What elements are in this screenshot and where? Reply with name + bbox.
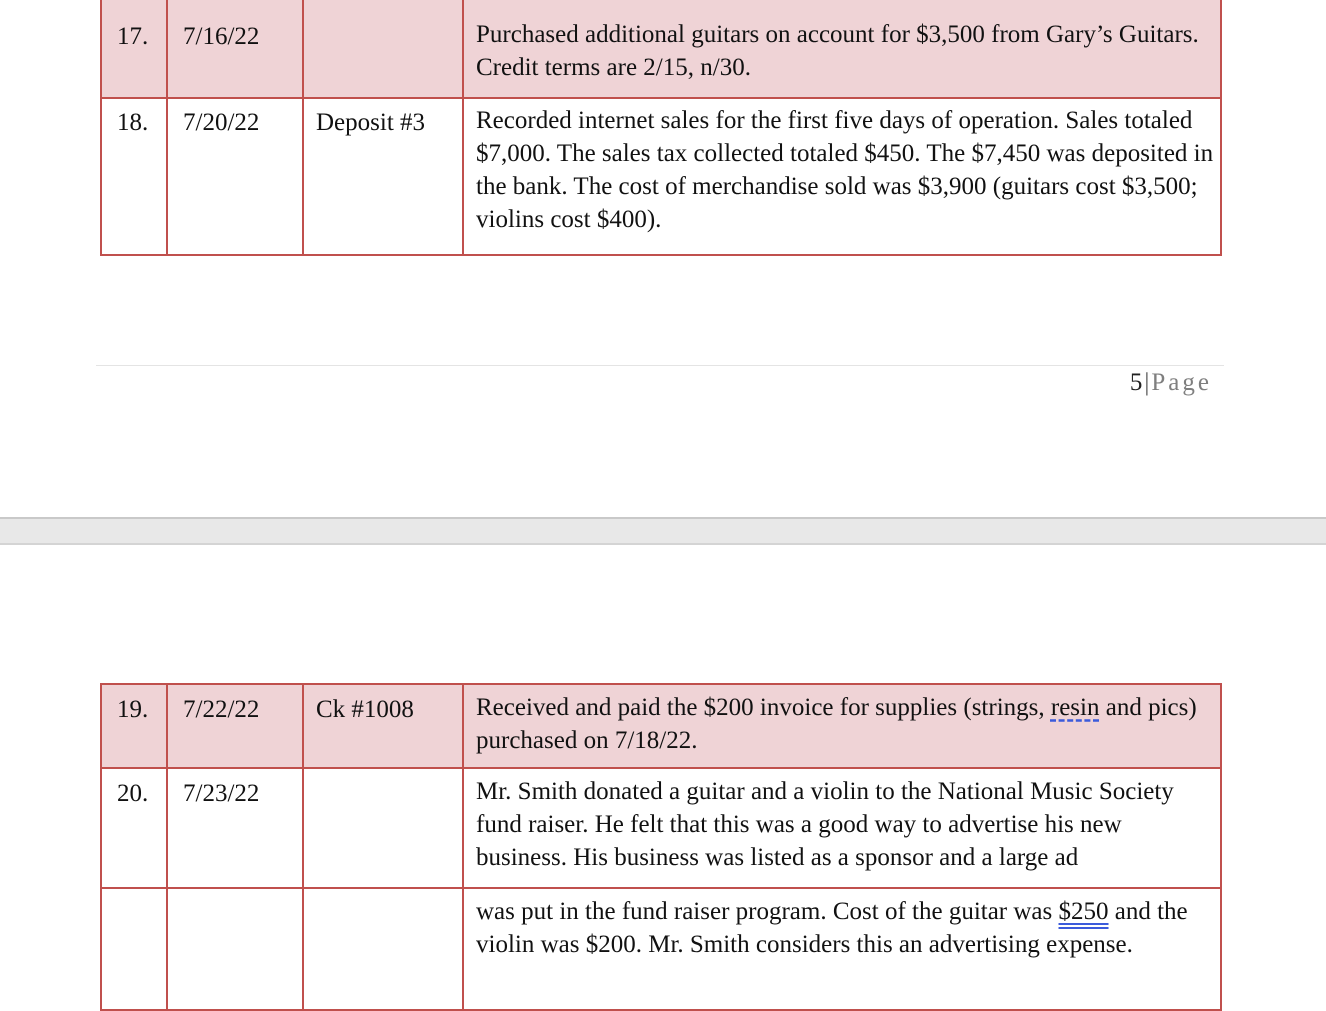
- transactions-table-page-5: [100, 0, 1222, 256]
- row-description: Recorded internet sales for the first five days of operation. Sales totaled $7,000. The sales tax collected totaled $450. The $7,450 was deposited in the bank. The cost of merchandise sold was $3,900 (guitars cost $3,500; violins cost $400).: [463, 98, 1221, 255]
- description-text: Received and paid the $200 invoice for supplies (strings,: [476, 694, 1051, 721]
- row-description: [463, 888, 1221, 1010]
- row-date: 7/16/22: [167, 0, 303, 98]
- row-reference: [303, 0, 463, 98]
- description-text: was put in the fund raiser program. Cost of the guitar was: [476, 898, 1059, 925]
- row-description: Purchased additional guitars on account for $3,500 from Gary’s Guitars. Credit terms are 2/15, n/30.: [463, 0, 1221, 98]
- page-footer: [1130, 368, 1212, 398]
- row-number: [101, 888, 167, 1010]
- description-text: and the violin was $200. Mr. Smith considers this an advertising expense.: [476, 898, 1188, 958]
- row-date: [167, 888, 303, 1010]
- row-reference: [303, 768, 463, 888]
- row-reference: [303, 888, 463, 1010]
- transactions-table-page-6: [100, 683, 1222, 1011]
- page-separator: |: [1144, 369, 1150, 396]
- row-date: 7/20/22: [167, 98, 303, 255]
- row-number: 19.: [101, 684, 167, 768]
- table-row: [101, 684, 1221, 768]
- table-row: [101, 98, 1221, 255]
- page-label: Page: [1151, 369, 1212, 396]
- row-reference: Deposit #3: [303, 98, 463, 255]
- footer-divider: [96, 365, 1224, 366]
- page-break-gap: [0, 517, 1326, 545]
- row-description: [463, 684, 1221, 768]
- table-row: [101, 768, 1221, 888]
- spellcheck-flagged-word[interactable]: resin: [1050, 694, 1100, 721]
- description-text: and pics) purchased on 7/18/22.: [476, 694, 1197, 754]
- row-reference: Ck #1008: [303, 684, 463, 768]
- row-description: Mr. Smith donated a guitar and a violin to the National Music Society fund raiser. He felt that this was a good way to advertise his new business. His business was listed as a sponsor and a large ad: [463, 768, 1221, 888]
- table-row: [101, 0, 1221, 98]
- row-date: 7/22/22: [167, 684, 303, 768]
- table-row: [101, 888, 1221, 1010]
- row-number: 17.: [101, 0, 167, 98]
- grammar-flagged-amount[interactable]: $250: [1058, 898, 1109, 925]
- page-number: 5: [1129, 369, 1143, 396]
- row-number: 20.: [101, 768, 167, 888]
- row-date: 7/23/22: [167, 768, 303, 888]
- row-number: 18.: [101, 98, 167, 255]
